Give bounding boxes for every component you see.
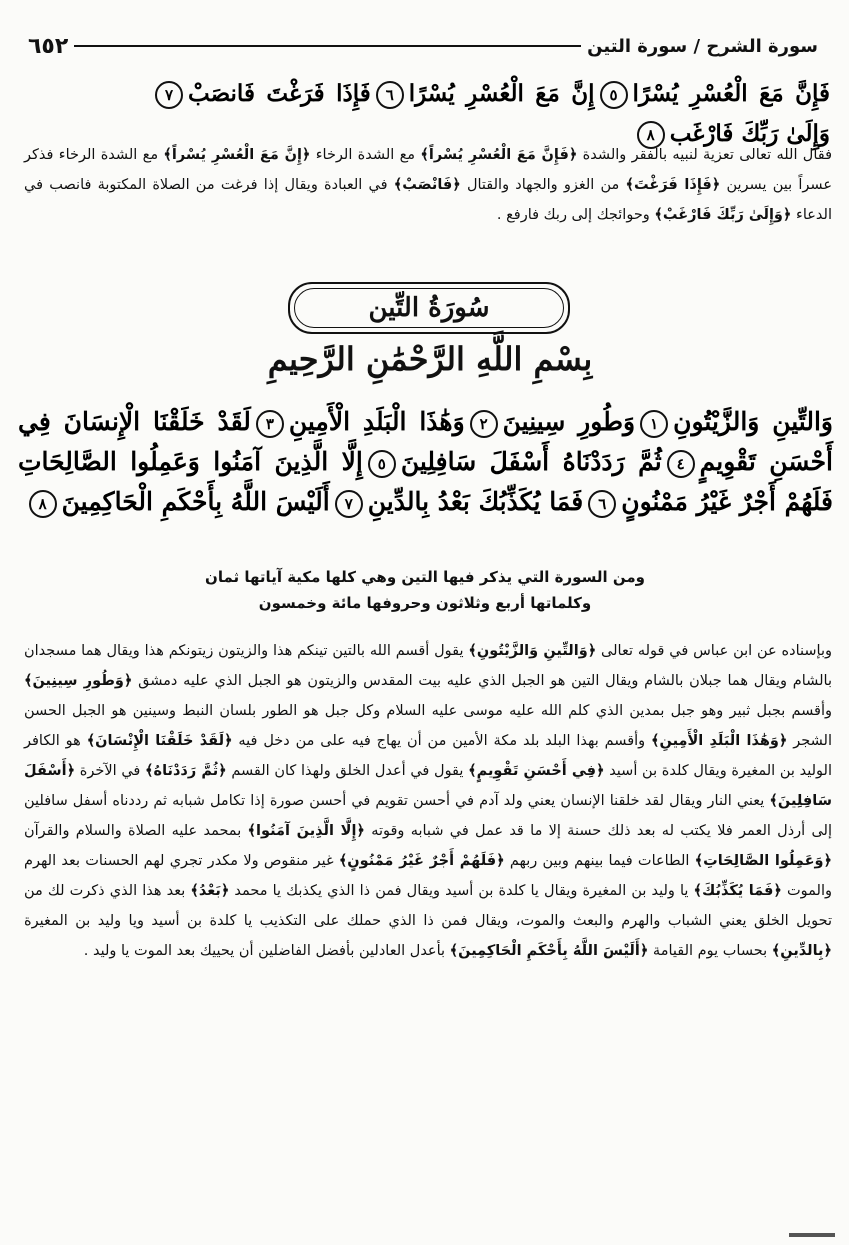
sura-title-frame-inner [294,288,564,328]
commentary-text: يقول في أعدل الخلق ولهذا كان القسم [226,763,469,779]
commentary-text: بمحمد عليه الصلاة والسلام والقرآن [24,823,248,839]
verse-number: ٦ [588,490,616,518]
page-header [14,28,826,64]
commentary-text: فقال الله تعالى تعزية لنبيه بالفقر والشدة [577,147,832,163]
running-title: سورة الشرح / سورة التين [587,35,818,57]
verse-text: إِلَّا الَّذِينَ آمَنُوا وَعَمِلُوا الصَّالِحَاتِ فَلَهُمْ أَجْرٌ غَيْرُ مَمْنُونٍ [18,447,833,516]
verse-number: ٦ [376,81,404,109]
commentary-text: في الآخرة [75,763,146,779]
quran-quote: ﴿وَهَٰذَا الْبَلَدِ الْأَمِينِ﴾ [651,733,788,749]
commentary-text: بحساب يوم القيامة [648,943,772,959]
verse-number: ٥ [600,81,628,109]
commentary-text: مع الشدة الرخاء فذكر عسراً بين يسرين [24,147,833,193]
verse-number: ٢ [470,410,498,438]
verse-text: أَلَيْسَ اللَّهُ بِأَحْكَمِ الْحَاكِمِينَ [61,487,330,516]
commentary-text: في العبادة ويقال إذا فرغت من الصلاة المكتوبة فانصب في الدعاء [24,177,832,223]
quran-quote: ﴿ثُمَّ رَدَدْنَاهُ﴾ [145,763,227,779]
verse-number: ٧ [155,81,183,109]
quran-quote: ﴿وَالتِّينِ وَالزَّيْتُونِ﴾ [468,643,597,659]
verse-text: فَإِذَا فَرَغْتَ فَانصَبْ [188,80,371,107]
commentary-text: يعني النار ويقال لقد خلقنا الإنسان يعني ولد آدم في أحسن تقويم في أحسن صورة إذا تكامل شبابه ثم رددناه أسفل سافلين إلى أرذل العمر فلا يكتب له بعد ذلك حسنة إلا ما قد عمل في شبابه وقوته [24,793,832,839]
verse-number: ٤ [667,450,695,478]
verse-text: إِنَّ مَعَ الْعُسْرِ يُسْرًا [408,80,595,107]
verse-text: لَقَدْ خَلَقْنَا الْإِنسَانَ فِي أَحْسَنِ تَقْوِيمٍ [18,407,833,476]
quran-quote: ﴿فَمَا يُكَذِّبُكَ﴾ [693,883,782,899]
header-rule [74,45,581,47]
quran-quote: ﴿وَطُورِ سِينِينَ﴾ [24,673,133,689]
commentary-text: وأقسم بجبل ثبير وهو جبل بمدين الذي كلم الله عليه موسى عليه السلام وكل جبل هو الطور بلسان النبط وسينين هو الجبل الحسن الشجر [24,703,832,749]
commentary-text: بأعدل العادلين بأفضل الفاضلين أن يحييك بعد الموت يا وليد . [83,943,450,959]
quran-quote: ﴿فَإِنَّ مَعَ الْعُسْرِ يُسْراً﴾ [420,147,578,163]
verse-number: ٨ [637,121,665,149]
corner-mark [789,1233,835,1237]
commentary-text: الطاعات فيما بينهم وبين ربهم [504,853,695,869]
verse-text: وَطُورِ سِينِينَ [502,407,636,436]
quran-quote: ﴿فِي أَحْسَنِ تَقْوِيمٍ﴾ [468,763,605,779]
verse-text: فَمَا يُكَذِّبُكَ بَعْدُ بِالدِّينِ [367,487,584,516]
verse-text: وَإِلَىٰ رَبِّكَ فَارْغَب [669,120,830,147]
quran-quote: ﴿أَسْفَلَ سَافِلِينَ﴾ [24,763,832,809]
sura-title: سُورَةُ التِّين [368,293,490,323]
sura-intro [160,564,690,616]
quran-quote: ﴿إِنَّ مَعَ الْعُسْرِ يُسْراً﴾ [163,147,311,163]
quran-quote: ﴿لَقَدْ خَلَقْنَا الْإِنْسَانَ﴾ [86,733,233,749]
tafsir-paragraph-2 [24,636,832,966]
quran-quote: ﴿أَلَيْسَ اللَّهُ بِأَحْكَمِ الْحَاكِمِينَ﴾ [449,943,649,959]
quran-quote: ﴿بَعْدُ﴾ [190,883,230,899]
page-number: ٦٥٢ [28,33,69,59]
verse-number: ١ [640,410,668,438]
commentary-text: يا وليد بن المغيرة ويقال يا كلدة بن أسيد ويقال فمن ذا الذي يكذبك يا محمد [229,883,694,899]
sura-verses [18,402,833,522]
verse-text: وَهَٰذَا الْبَلَدِ الْأَمِينِ [288,407,465,436]
commentary-text: وبإسناده عن ابن عباس في قوله تعالى [596,643,832,659]
verse-number: ٣ [256,410,284,438]
quran-quote: ﴿فَلَهُمْ أَجْرٌ غَيْرُ مَمْنُونٍ﴾ [338,853,505,869]
quran-quote: ﴿فَانْصَبْ﴾ [393,177,461,193]
sura-intro-line-1: ومن السورة التي يذكر فيها التين وهي كلها مكية آياتها ثمان [205,568,645,586]
commentary-text: وحوائجك إلى ربك فارفع . [496,207,655,223]
quran-quote: ﴿فَإِذَا فَرَغْتَ﴾ [625,177,721,193]
sura-intro-line-2: وكلماتها أربع وثلاثون وحروفها مائة وخمسون [258,594,592,612]
basmala: بِسْمِ اللَّهِ الرَّحْمَٰنِ الرَّحِيمِ [267,340,593,378]
verse-number: ٨ [29,490,57,518]
commentary-text: مع الشدة الرخاء [310,147,421,163]
quran-quote: ﴿وَعَمِلُوا الصَّالِحَاتِ﴾ [694,853,833,869]
commentary-text: غير منقوص ولا مكدر تجري لهم الحسنات بعد الهرم والموت [24,853,832,899]
verse-number: ٥ [368,450,396,478]
commentary-text: يقول أقسم الله بالتين تينكم هذا والزيتون زيتونكم هذا ويقال هما مسجدان بالشام ويقال هما جبلان بالشام ويقال التين هو الجبل الذي عليه بيت المقدس والزيتون هو الجبل الذي عليه دمشق [24,643,832,689]
commentary-text: بعد هذا الذي ذكرت لك من تحويل الخلق يعني الشباب والهرم والبعث والموت، ويقال فمن ذا الذي حملك على التكذيب يا كلدة بن أسيد ويا وليد بن المغيرة [24,883,832,929]
verse-text: وَالتِّينِ وَالزَّيْتُونِ [673,407,833,436]
verse-text: ثُمَّ رَدَدْنَاهُ أَسْفَلَ سَافِلِينَ [400,447,662,476]
quran-quote: ﴿إِلَّا الَّذِينَ آمَنُوا﴾ [247,823,365,839]
commentary-text: وأقسم بهذا البلد بلد مكة الأمين من أن يهاج فيه على من دخل فيه [232,733,652,749]
quran-quote: ﴿بِالدِّينِ﴾ [771,943,832,959]
commentary-text: من الغزو والجهاد والقتال [460,177,626,193]
commentary-text: هو الكافر الوليد بن المغيرة ويقال كلدة بن أسيد [24,733,832,779]
sura-title-frame [288,282,570,334]
tafsir-paragraph-1 [24,140,832,230]
verse-text: فَإِنَّ مَعَ الْعُسْرِ يُسْرًا [632,80,830,107]
verse-number: ٧ [335,490,363,518]
quran-quote: ﴿وَإِلَىٰ رَبِّكَ فَارْغَبْ﴾ [654,207,792,223]
